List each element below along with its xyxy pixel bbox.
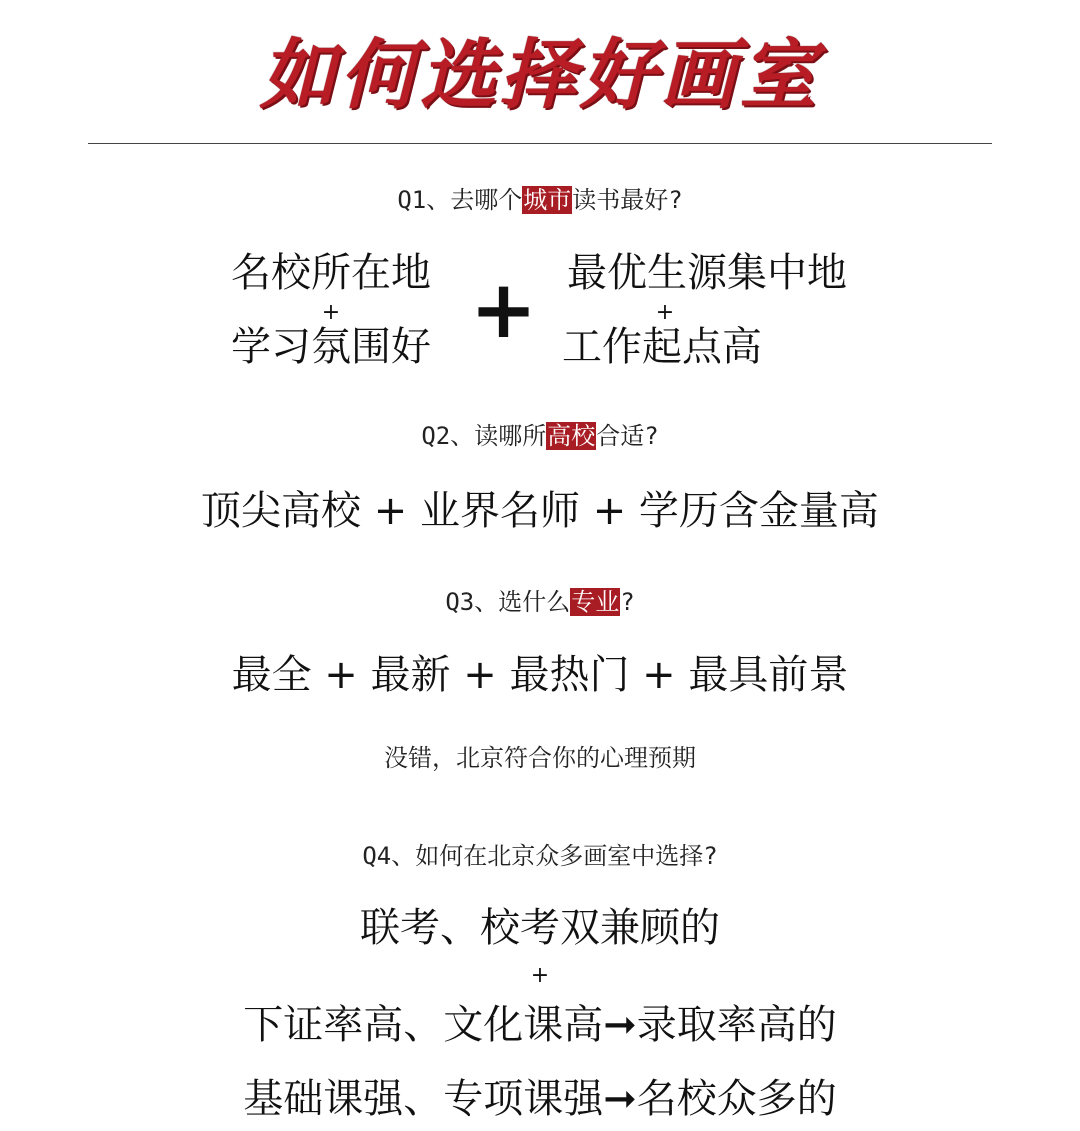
q2-suffix: 合适?: [596, 422, 659, 450]
q1-question: [0, 184, 1080, 216]
q4-line3: 基础课强、专项课强➞名校众多的: [243, 1076, 837, 1122]
q2-prefix: Q2、读哪所: [421, 422, 547, 450]
q1-suffix: 读书最好?: [572, 186, 683, 214]
title-divider: [88, 143, 992, 144]
q1-right-top: 最优生源集中地: [567, 250, 847, 296]
q3-question: [0, 586, 1080, 618]
q1-left-top: 名校所在地: [231, 250, 431, 296]
q1-left-bottom: 学习氛围好: [231, 324, 431, 370]
q1-highlight: 城市: [523, 186, 572, 214]
q1-prefix: Q1、去哪个: [397, 186, 523, 214]
q3-highlight: 专业: [571, 588, 620, 616]
q2-question: [0, 420, 1080, 452]
q4-plus: +: [530, 963, 550, 988]
q4-line1: 联考、校考双兼顾的: [360, 905, 720, 951]
q1-right-bottom: 工作起点高: [562, 324, 762, 370]
beijing-note: 没错，北京符合你的心理预期: [384, 744, 696, 772]
q4-line2: 下证率高、文化课高➞录取率高的: [243, 1002, 837, 1048]
page-title: 如何选择好画室: [260, 30, 820, 119]
q2-answer: 顶尖高校 + 业界名师 + 学历含金量高: [201, 488, 879, 534]
q4-question: Q4、如何在北京众多画室中选择?: [362, 842, 718, 870]
q1-left-plus: +: [321, 300, 341, 325]
q3-suffix: ?: [620, 588, 635, 616]
q1-right-plus: +: [655, 300, 675, 325]
q1-center-plus: +: [470, 263, 538, 356]
q3-prefix: Q3、选什么: [445, 588, 571, 616]
q2-highlight: 高校: [547, 422, 596, 450]
q3-answer: 最全 + 最新 + 最热门 + 最具前景: [231, 652, 849, 698]
